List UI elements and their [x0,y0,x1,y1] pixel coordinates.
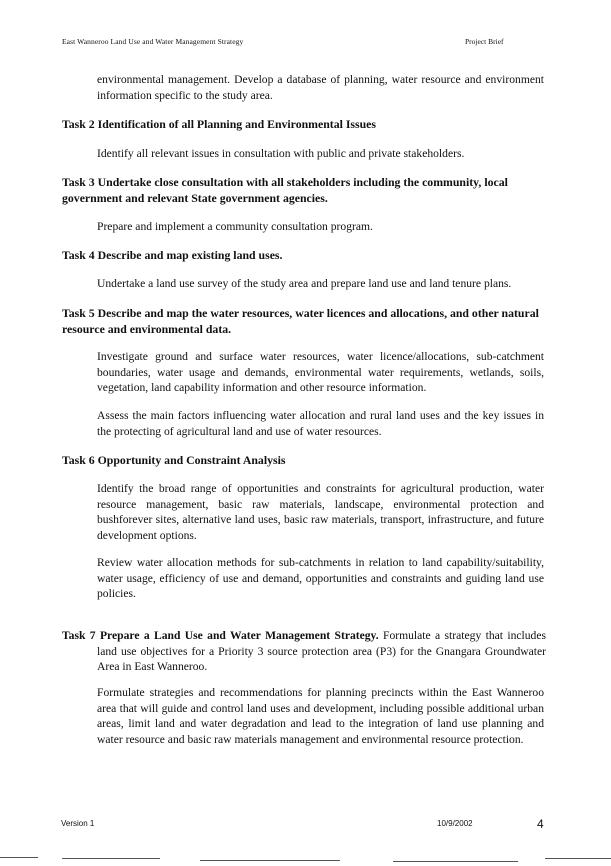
footer-date: 10/9/2002 [437,819,473,828]
scan-artifact-line [0,857,38,858]
task-5-heading: Task 5 Describe and map the water resources, water licences and allocations, and other natural resource and environmental data. [62,306,539,336]
task-7-title: Prepare a Land Use and Water Management Strategy. [99,629,379,642]
running-header-doc-type: Project Brief [465,37,504,46]
footer-version: Version 1 [61,819,95,828]
task-3-heading: Task 3 Undertake close consultation with all stakeholders including the community, local government and relevant State government agencies. [62,175,508,205]
task-7-text: Formulate a strategy that includes land use objectives for a Priority 3 source protection area (P3) for the Gnangara Groundwater Area in East Wanneroo. [97,629,546,673]
running-header-title: East Wanneroo Land Use and Water Management Strategy [62,37,244,46]
task-2-heading: Task 2 Identification of all Planning and Environmental Issues [62,117,377,131]
scan-artifact-line [200,860,340,861]
task-7-block [62,628,546,675]
task-6-heading: Task 6 Opportunity and Constraint Analysis [62,453,286,467]
scan-artifact-line [393,861,518,862]
scan-artifact-line [62,858,160,859]
task-3-paragraph: Prepare and implement a community consultation program. [97,220,373,233]
task-5-paragraph-2: Assess the main factors influencing water allocation and rural land uses and the key issues in the protecting of agricultural land and use of water resources. [97,409,544,438]
task-4-paragraph: Undertake a land use survey of the study area and prepare land use and land tenure plans. [97,277,512,290]
page-number: 4 [537,817,544,831]
task-7-paragraph: Formulate strategies and recommendations for planning precincts within the East Wanneroo area that will guide and control land uses and development, including possible additional urban areas, limit land and water degradation and lead to the integration of land use planning and water resource and basic raw materials management and environmental resource protection. [97,686,544,746]
scan-artifact-line [545,858,611,859]
task-5-paragraph-1: Investigate ground and surface water resources, water licence/allocations, sub-catchment boundaries, water usage and demands, environmental water requirements, wetlands, soils, vegetation, land capability information and other resource information. [97,350,544,394]
task-4-heading: Task 4 Describe and map existing land uses. [62,248,283,262]
task-6-paragraph-1: Identify the broad range of opportunities and constraints for agricultural production, water resource management, basic raw materials, landscape, environmental protection and bushforever sites, alternative land uses, basic raw materials, transport, infrastructure, and future development options. [97,482,544,542]
intro-paragraph: environmental management. Develop a database of planning, water resource and environment information specific to the study area. [97,73,544,102]
task-6-paragraph-2: Review water allocation methods for sub-catchments in relation to land capability/suitability, water usage, efficiency of use and demand, opportunities and constraints and guiding land use policies. [97,556,544,600]
task-2-paragraph: Identify all relevant issues in consultation with public and private stakeholders. [97,147,465,160]
task-7-label: Task 7 [62,629,96,642]
